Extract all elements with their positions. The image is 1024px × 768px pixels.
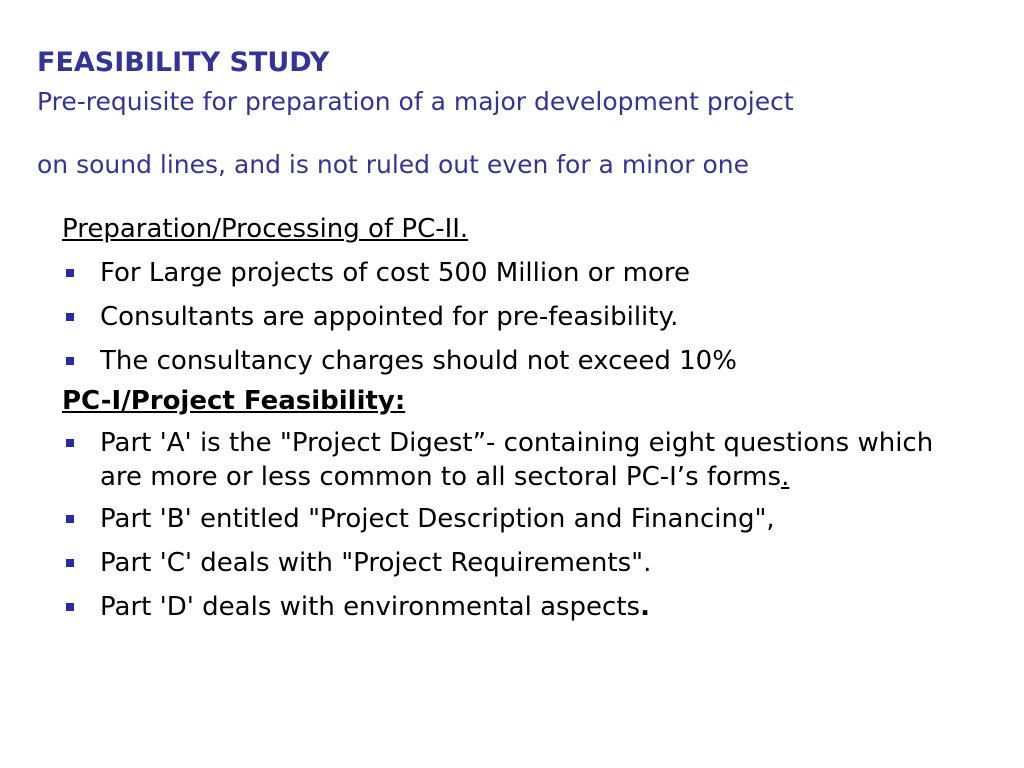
slide-content [62, 210, 982, 626]
square-bullet-icon [66, 357, 74, 365]
list-item [62, 500, 982, 538]
list-item [62, 588, 982, 626]
section-heading-pc1: PC-I/Project Feasibility: [62, 386, 406, 416]
square-bullet-icon [66, 313, 74, 321]
list-item [62, 544, 982, 582]
bullet-text: The consultancy charges should not exceed 10% [100, 346, 737, 376]
square-bullet-icon [66, 559, 74, 567]
bullet-text: For Large projects of cost 500 Million or more [100, 258, 690, 288]
subtitle-line-2: on sound lines, and is not ruled out even for a minor one [37, 150, 750, 179]
square-bullet-icon [66, 439, 74, 447]
square-bullet-icon [66, 269, 74, 277]
bullet-suffix: . [640, 592, 650, 622]
section-heading-pc2: Preparation/Processing of PC-II. [62, 214, 469, 244]
title-block [37, 44, 997, 196]
list-item [62, 298, 982, 336]
square-bullet-icon [66, 515, 74, 523]
list-item [62, 426, 982, 494]
bullet-text: Consultants are appointed for pre-feasibility. [100, 302, 679, 332]
slide-title: FEASIBILITY STUDY [37, 47, 330, 78]
bullet-text: Part 'C' deals with "Project Requirements". [100, 548, 652, 578]
bullet-suffix: . [781, 462, 790, 492]
square-bullet-icon [66, 603, 74, 611]
list-item [62, 254, 982, 292]
subtitle-line-1: Pre-requisite for preparation of a major development project [37, 87, 794, 116]
bullet-text: Part 'D' deals with environmental aspects [100, 592, 641, 622]
bullet-text: Part 'A' is the "Project Digest”- containing eight questions which are more or less common to all sectoral PC-I’s forms [100, 428, 934, 492]
list-item [62, 342, 982, 380]
bullet-text: Part 'B' entitled "Project Description and Financing", [100, 504, 775, 534]
